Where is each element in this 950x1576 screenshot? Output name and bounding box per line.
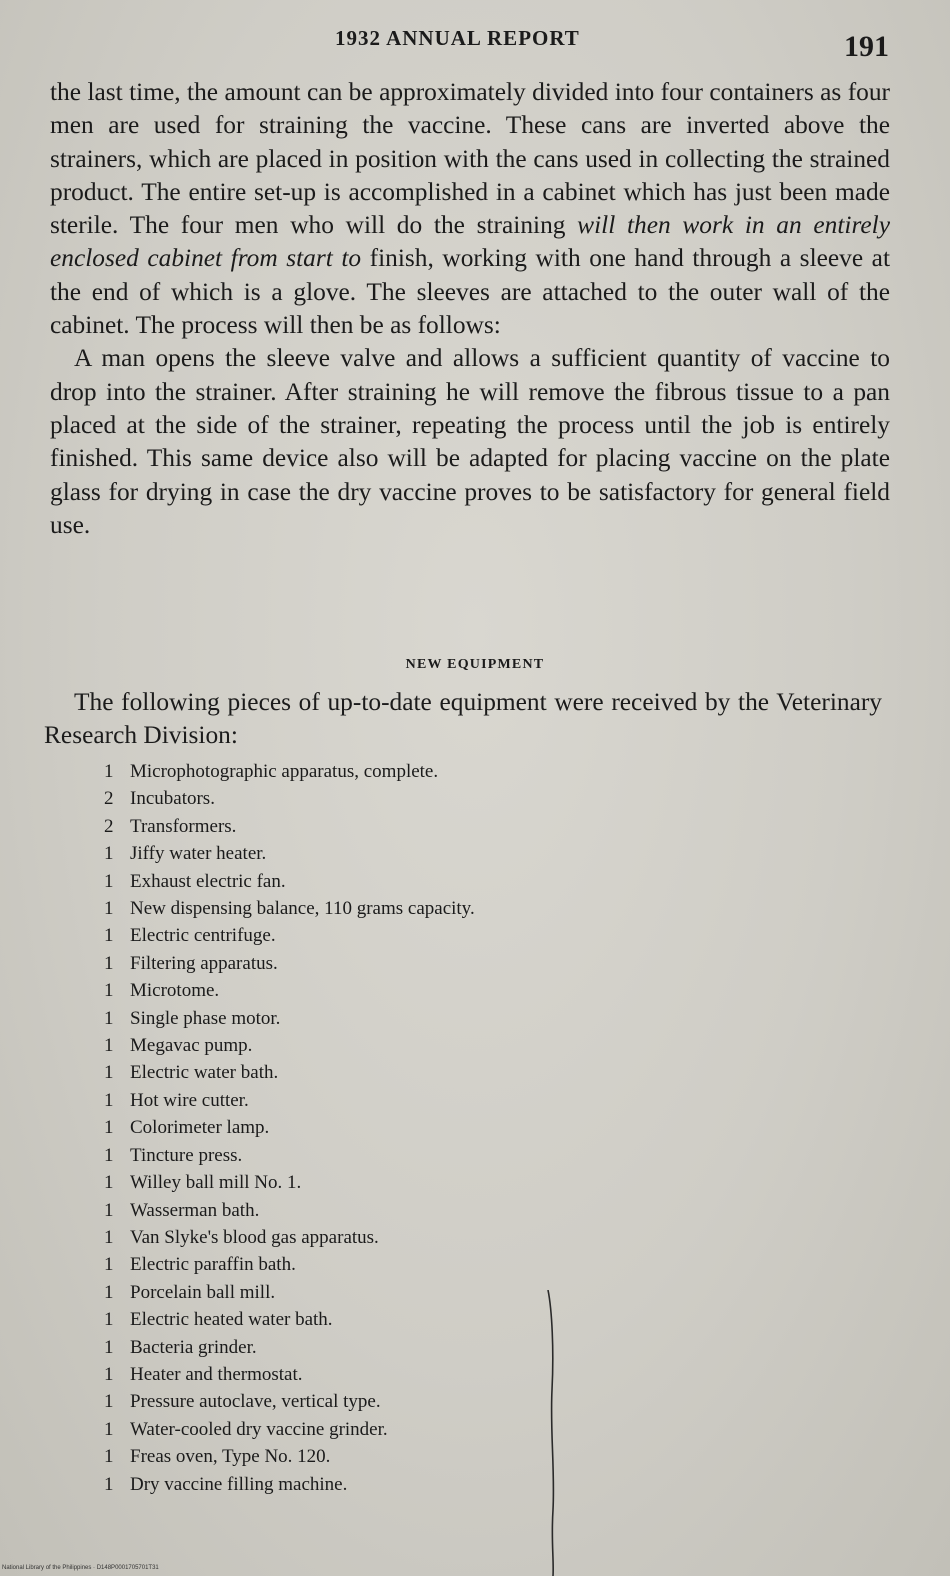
equipment-quantity: 1 — [104, 1473, 114, 1495]
equipment-name: Electric heated water bath. — [130, 1309, 333, 1331]
equipment-quantity: 1 — [104, 1172, 114, 1194]
equipment-quantity: 1 — [104, 898, 114, 920]
equipment-item — [104, 1388, 475, 1415]
equipment-quantity: 1 — [104, 1418, 114, 1440]
equipment-quantity: 2 — [104, 788, 114, 810]
equipment-name: Hot wire cutter. — [130, 1089, 249, 1111]
equipment-item — [104, 1032, 475, 1059]
equipment-item — [104, 785, 475, 812]
equipment-quantity: 2 — [104, 815, 114, 837]
page-crease — [546, 1290, 558, 1576]
equipment-quantity: 1 — [104, 1309, 114, 1331]
equipment-name: Pressure autoclave, vertical type. — [130, 1391, 381, 1413]
equipment-item — [104, 1224, 475, 1251]
equipment-item — [104, 1005, 475, 1032]
equipment-quantity: 1 — [104, 1446, 114, 1468]
equipment-quantity: 1 — [104, 952, 114, 974]
page-header — [0, 22, 950, 62]
equipment-name: Megavac pump. — [130, 1035, 253, 1057]
equipment-item — [104, 1471, 475, 1498]
equipment-item — [104, 1334, 475, 1361]
equipment-item — [104, 1142, 475, 1169]
equipment-name: Porcelain ball mill. — [130, 1281, 276, 1303]
equipment-quantity: 1 — [104, 1117, 114, 1139]
paragraph-1 — [50, 76, 890, 342]
equipment-name: Van Slyke's blood gas apparatus. — [130, 1226, 379, 1248]
equipment-quantity: 1 — [104, 1281, 114, 1303]
equipment-item — [104, 1416, 475, 1443]
body-text — [50, 76, 890, 542]
page-number: 191 — [844, 30, 889, 63]
running-title: 1932 ANNUAL REPORT — [335, 26, 580, 50]
paragraph-2: A man opens the sleeve valve and allows a sufficient quantity of vaccine to drop into the strainer. After straining he will remove the fibrous tissue to a pan placed at the side of the strainer, repeating the process until the job is entirely finished. This same device also will be adapted for placing vaccine on the plate glass for drying in case the dry vaccine proves to be satisfactory for general field use. — [50, 344, 890, 539]
section-intro: The following pieces of up-to-date equipment were received by the Veterinary Research Division: — [44, 688, 882, 749]
equipment-quantity: 1 — [104, 1226, 114, 1248]
scan-credit: National Library of the Philippines · D148P0001705701T31 — [2, 1565, 159, 1571]
equipment-quantity: 1 — [104, 1062, 114, 1084]
equipment-name: New dispensing balance, 110 grams capacity. — [130, 898, 475, 920]
equipment-quantity: 1 — [104, 1336, 114, 1358]
equipment-name: Exhaust electric fan. — [130, 870, 286, 892]
equipment-name: Electric water bath. — [130, 1062, 279, 1084]
equipment-item — [104, 1279, 475, 1306]
equipment-quantity: 1 — [104, 1035, 114, 1057]
equipment-quantity: 1 — [104, 1007, 114, 1029]
paragraph-1-text-b: finish, working with one hand through a sleeve at the end of which is a glove. The sleeves are attached to the outer wall of the cabinet. The process will then be as follows: — [50, 244, 890, 340]
equipment-item — [104, 895, 475, 922]
equipment-item — [104, 1059, 475, 1086]
equipment-quantity: 1 — [104, 1254, 114, 1276]
equipment-name: Heater and thermostat. — [130, 1363, 303, 1385]
equipment-item — [104, 868, 475, 895]
equipment-name: Tincture press. — [130, 1144, 243, 1166]
equipment-quantity: 1 — [104, 843, 114, 865]
paragraph-1-italic: will then work in an entirely enclosed cabinet from start to — [50, 211, 890, 273]
equipment-name: Wasserman bath. — [130, 1199, 260, 1221]
equipment-item — [104, 1443, 475, 1470]
equipment-name: Willey ball mill No. 1. — [130, 1172, 302, 1194]
equipment-quantity: 1 — [104, 1089, 114, 1111]
equipment-quantity: 1 — [104, 1199, 114, 1221]
equipment-name: Microtome. — [130, 980, 220, 1002]
equipment-list — [104, 758, 475, 1498]
equipment-item — [104, 1361, 475, 1388]
equipment-item — [104, 950, 475, 977]
equipment-quantity: 1 — [104, 1144, 114, 1166]
equipment-item — [104, 840, 475, 867]
equipment-item — [104, 1114, 475, 1141]
equipment-quantity: 1 — [104, 1391, 114, 1413]
equipment-name: Transformers. — [130, 815, 237, 837]
equipment-quantity: 1 — [104, 925, 114, 947]
equipment-item — [104, 1251, 475, 1278]
equipment-item — [104, 977, 475, 1004]
section-heading: NEW EQUIPMENT — [405, 657, 545, 672]
equipment-name: Electric paraffin bath. — [130, 1254, 296, 1276]
equipment-name: Water-cooled dry vaccine grinder. — [130, 1418, 388, 1440]
equipment-item — [104, 758, 475, 785]
equipment-name: Filtering apparatus. — [130, 952, 278, 974]
equipment-name: Electric centrifuge. — [130, 925, 276, 947]
equipment-quantity: 1 — [104, 1363, 114, 1385]
equipment-name: Microphotographic apparatus, complete. — [130, 761, 439, 782]
paragraph-1-text-a: the last time, the amount can be approximately divided into four containers as four men are used for straining the vaccine. These cans are inverted above the strainers, which are placed in position with the cans used in collecting the strained product. The entire set-up is accomplished in a cabinet which has just been made sterile. The four men who will do the straining — [50, 78, 890, 240]
equipment-item — [104, 1087, 475, 1114]
equipment-name: Colorimeter lamp. — [130, 1117, 270, 1139]
equipment-name: Bacteria grinder. — [130, 1336, 257, 1358]
equipment-item — [104, 922, 475, 949]
equipment-name: Jiffy water heater. — [130, 843, 267, 865]
equipment-item — [104, 1197, 475, 1224]
equipment-name: Single phase motor. — [130, 1007, 281, 1029]
equipment-quantity: 1 — [104, 980, 114, 1002]
equipment-quantity: 1 — [104, 761, 114, 782]
equipment-name: Freas oven, Type No. 120. — [130, 1446, 331, 1468]
equipment-item — [104, 1169, 475, 1196]
equipment-quantity: 1 — [104, 870, 114, 892]
equipment-name: Dry vaccine filling machine. — [130, 1473, 348, 1495]
equipment-item — [104, 813, 475, 840]
equipment-name: Incubators. — [130, 788, 215, 810]
equipment-item — [104, 1306, 475, 1333]
